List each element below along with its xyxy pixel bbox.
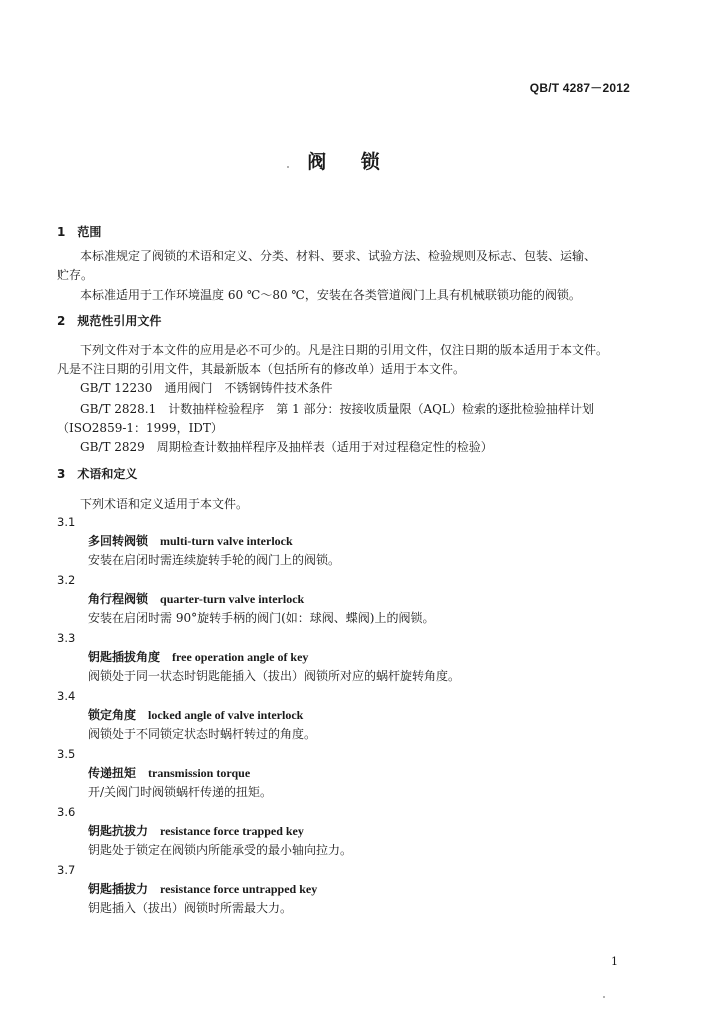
term-title — [88, 764, 250, 782]
term-cn: 传递扭矩 — [88, 766, 137, 780]
term-en: free operation angle of key — [172, 650, 309, 664]
term-cn: 角行程阀锁 — [88, 592, 149, 606]
term-cn: 锁定角度 — [88, 708, 137, 722]
term-title — [88, 590, 304, 608]
standard-code: QB/T 4287－2012 — [529, 81, 630, 95]
term-number: 3.7 — [57, 863, 76, 877]
term-definition: 阀锁处于不同锁定状态时蜗杆转过的角度。 — [88, 727, 317, 741]
term-number: 3.2 — [57, 573, 76, 587]
term-title — [88, 648, 308, 666]
term-cn: 多回转阀锁 — [88, 534, 149, 548]
scope-paragraph-line: 贮存。 — [57, 268, 94, 282]
section-heading-terms-definitions: 3 术语和定义 — [57, 467, 138, 481]
term-cn: 钥匙抗拔力 — [88, 824, 149, 838]
reference-item: GB/T 12230 通用阀门 不锈钢铸件技术条件 — [80, 381, 333, 395]
term-title — [88, 822, 304, 840]
term-en: resistance force trapped key — [160, 824, 304, 838]
scan-speck — [287, 166, 289, 168]
document-title: 阀 锁 — [307, 151, 394, 173]
page-number: 1 — [611, 955, 618, 968]
scope-applicability: 本标准适用于工作环境温度 60 ℃～80 ℃，安装在各类管道阀门上具有机械联锁功能的阀锁。 — [80, 288, 581, 302]
references-paragraph-line: 凡是不注日期的引用文件，其最新版本（包括所有的修改单）适用于本文件。 — [57, 362, 466, 376]
term-en: multi-turn valve interlock — [160, 534, 293, 548]
references-paragraph-line: 下列文件对于本文件的应用是必不可少的。凡是注日期的引用文件，仅注日期的版本适用于本文件。 — [80, 343, 609, 357]
term-definition: 钥匙处于锁定在阀锁内所能承受的最小轴向拉力。 — [88, 843, 353, 857]
term-en: quarter-turn valve interlock — [160, 592, 305, 606]
term-title — [88, 532, 293, 550]
scope-paragraph-line: 本标准规定了阀锁的术语和定义、分类、材料、要求、试验方法、检验规则及标志、包装、运输、 — [80, 249, 597, 263]
term-title — [88, 880, 317, 898]
term-en: locked angle of valve interlock — [148, 708, 304, 722]
term-title — [88, 706, 303, 724]
reference-item-continuation: （ISO2859-1：1999，IDT） — [57, 421, 223, 435]
term-definition: 安装在启闭时需连续旋转手轮的阀门上的阀锁。 — [88, 553, 341, 567]
term-number: 3.5 — [57, 747, 76, 761]
term-number: 3.4 — [57, 689, 76, 703]
section-heading-scope: 1 范围 — [57, 225, 102, 239]
reference-item: GB/T 2828.1 计数抽样检验程序 第 1 部分：按接收质量限（AQL）检索的逐批检验抽样计划 — [80, 402, 594, 416]
term-definition: 安装在启闭时需 90°旋转手柄的阀门(如：球阀、蝶阀)上的阀锁。 — [88, 611, 435, 625]
term-cn: 钥匙插拔力 — [88, 882, 149, 896]
term-en: resistance force untrapped key — [160, 882, 318, 896]
term-number: 3.1 — [57, 515, 76, 529]
reference-item: GB/T 2829 周期检查计数抽样程序及抽样表（适用于对过程稳定性的检验） — [80, 440, 493, 454]
term-definition: 钥匙插入（拔出）阀锁时所需最大力。 — [88, 901, 293, 915]
scan-speck — [603, 996, 605, 998]
term-number: 3.3 — [57, 631, 76, 645]
term-definition: 阀锁处于同一状态时钥匙能插入（拔出）阀锁所对应的蜗杆旋转角度。 — [88, 669, 461, 683]
term-definition: 开/关阀门时阀锁蜗杆传递的扭矩。 — [88, 785, 273, 799]
term-cn: 钥匙插拔角度 — [88, 650, 161, 664]
term-number: 3.6 — [57, 805, 76, 819]
terms-intro: 下列术语和定义适用于本文件。 — [80, 497, 249, 511]
section-heading-normative-references: 2 规范性引用文件 — [57, 314, 162, 328]
term-en: transmission torque — [148, 766, 251, 780]
